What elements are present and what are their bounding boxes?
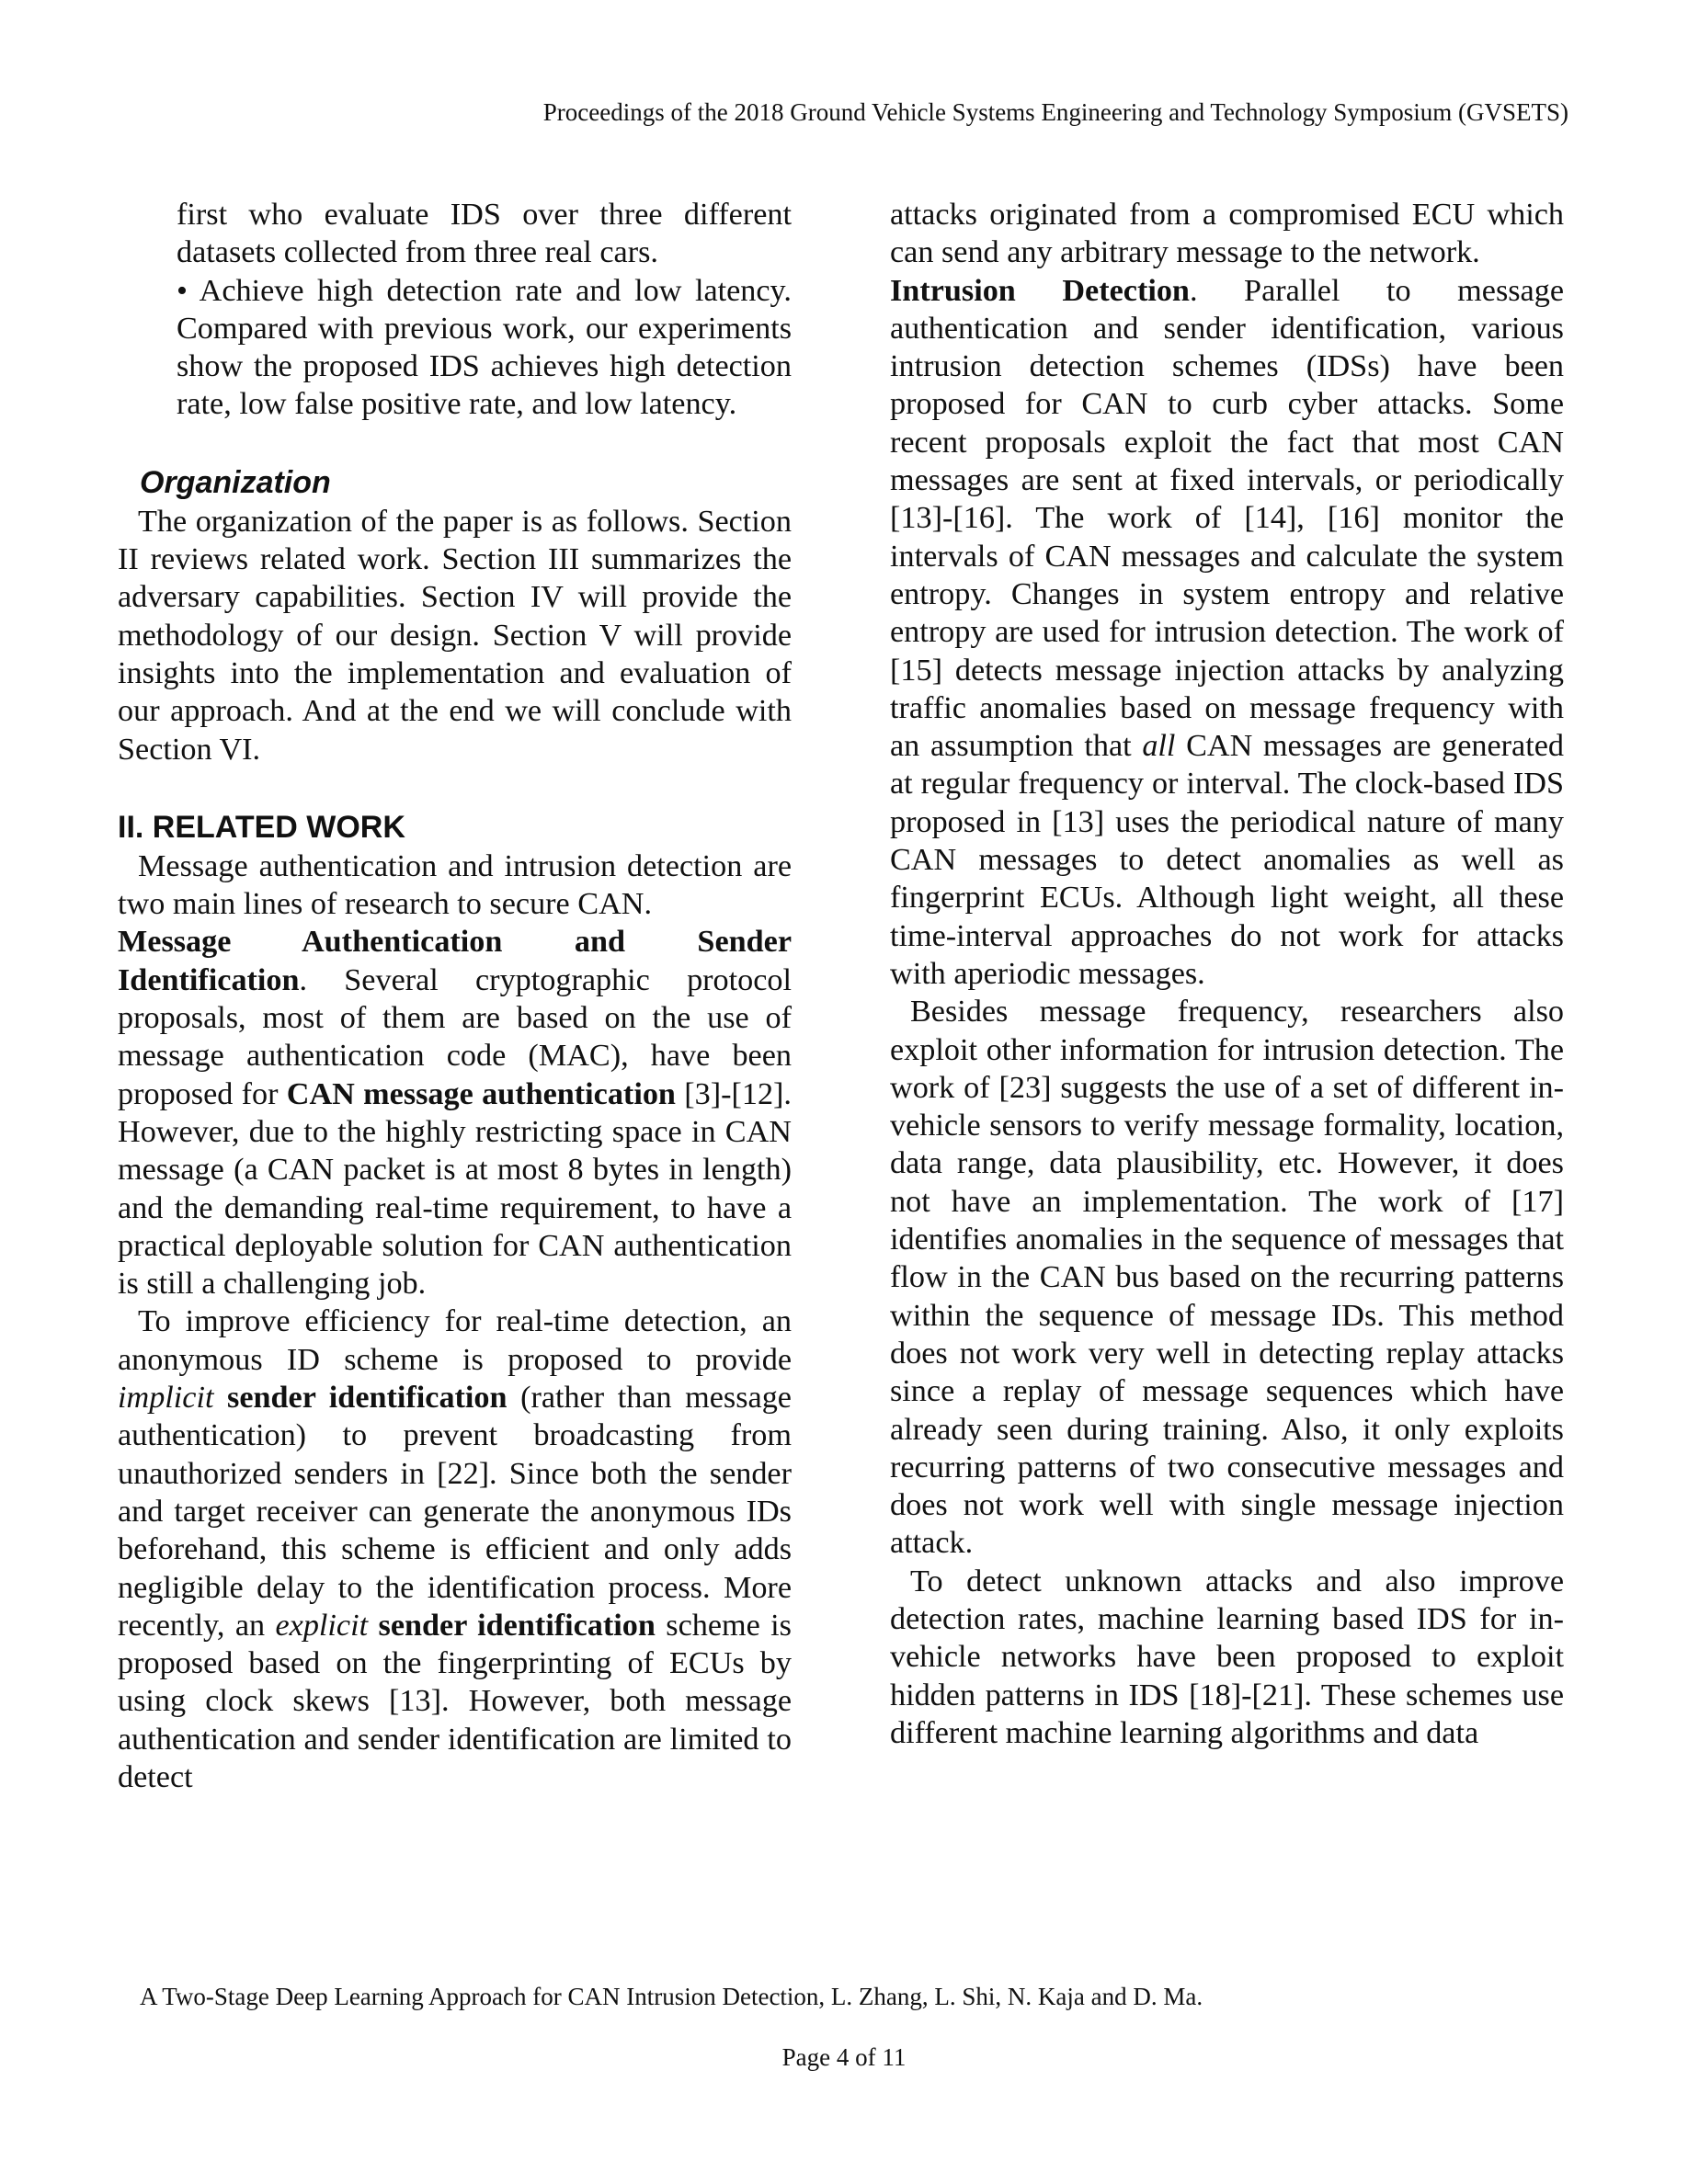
all-term: all [1142, 729, 1176, 764]
organization-paragraph: The organization of the paper is as follows. Section II reviews related work. Section III summarizes the adversary capabilities. Section IV will provide the methodology of our design. Section V will provide insights into the implementation and evaluation of our approach. And at the end we will conclude with Section VI. [118, 504, 792, 767]
right-column [890, 196, 1564, 1752]
intrusion-detection-paragraph: Intrusion Detection. Parallel to message authentication and sender identification, various intrusion detection schemes (IDSs) have been proposed for CAN to curb cyber attacks. Some recent proposals exploit the fact that most CAN messages are sent at fixed intervals, or periodically [13]-[16]. The work of [14], [16] monitor the intervals of CAN messages and calculate the system entropy. Changes in system entropy and relative entropy are used for intrusion detection. The work of [15] detects message injection attacks by analyzing traffic anomalies based on message frequency with an assumption that all CAN messages are generated at regular frequency or interval. The clock-based IDS proposed in [13] uses the periodical nature of many CAN messages to detect anomalies as well as fingerprint ECUs. Although light weight, all these time-interval approaches do not work for attacks with aperiodic messages. [890, 273, 1565, 991]
sender-identification-paragraph: To improve efficiency for real-time detection, an anonymous ID scheme is proposed to provide implicit sender identification (rather than message authentication) to prevent broadcasting from unauthorized senders in [22]. Since both the sender and target receiver can generate the anonymous IDs beforehand, this scheme is efficient and only adds negligible delay to the identification process. More recently, an explicit sender identification scheme is proposed based on the fingerprinting of ECUs by using clock skews [13]. However, both message authentication and sender identification are limited to detect [118, 1304, 792, 1794]
bullet-text: Achieve high detection rate and low latency. Compared with previous work, our experiments show the proposed IDS achieves high detection rate, low false positive rate, and low latency. [177, 273, 792, 422]
message-authentication-paragraph: Message Authentication and Sender Identification. Several cryptographic protocol proposals, most of them are based on the use of message authentication code (MAC), have been proposed for CAN message authentication [3]-[12]. However, due to the highly restricting space in CAN message (a CAN packet is at most 8 bytes in length) and the demanding real-time requirement, to have a practical deployable solution for CAN authentication is still a challenging job. [118, 925, 792, 1302]
sender-identification-term-2: sender identification [378, 1608, 656, 1643]
related-work-intro: Message authentication and intrusion detection are two main lines of research to secure CAN. [118, 848, 792, 922]
implicit-term: implicit [118, 1381, 214, 1416]
message-frequency-paragraph: Besides message frequency, researchers also exploit other information for intrusion detection. The work of [23] suggests the use of a set of different in-vehicle sensors to verify message formality, location, data range, data plausibility, etc. However, it does not have an implementation. The work of [17] identifies anomalies in the sequence of messages that flow in the CAN bus based on the recurring patterns within the sequence of message IDs. This method does not work very well in detecting replay attacks since a replay of message sequences which have already seen during training. Also, it only exploits recurring patterns of two consecutive messages and does not work well with single message injection attack. [890, 995, 1564, 1561]
machine-learning-paragraph: To detect unknown attacks and also improve detection rates, machine learning based IDS for in-vehicle networks have been proposed to exploit hidden patterns in IDS [18]-[21]. These schemes use different machine learning algorithms and data [890, 1564, 1564, 1750]
left-column [118, 196, 792, 1796]
intrusion-detection-title: Intrusion Detection [890, 273, 1190, 308]
bullet-mark: • [177, 273, 188, 308]
organization-heading: Organization [140, 464, 331, 500]
explicit-term: explicit [275, 1608, 369, 1643]
running-header: Proceedings of the 2018 Ground Vehicle Systems Engineering and Technology Symposium (GVSETS) [542, 98, 1568, 126]
contribution-list [118, 196, 792, 424]
contribution-continuation: first who evaluate IDS over three different datasets collected from three real cars. [177, 198, 792, 270]
contribution-bullet [177, 272, 792, 424]
footer-citation: A Two-Stage Deep Learning Approach for CAN Intrusion Detection, L. Zhang, L. Shi, N. Kaja and D. Ma. [140, 1983, 1203, 2010]
page-number: Page 4 of 11 [781, 2043, 907, 2071]
sender-identification-term: sender identification [213, 1381, 508, 1416]
right-continuation: attacks originated from a compromised ECU which can send any arbitrary message to the network. [890, 198, 1564, 270]
section-heading-related-work: II. RELATED WORK [118, 809, 405, 845]
message-authentication-title: Message Authentication and Sender Identification [118, 925, 792, 997]
can-message-authentication-term: CAN message authentication [286, 1076, 676, 1111]
